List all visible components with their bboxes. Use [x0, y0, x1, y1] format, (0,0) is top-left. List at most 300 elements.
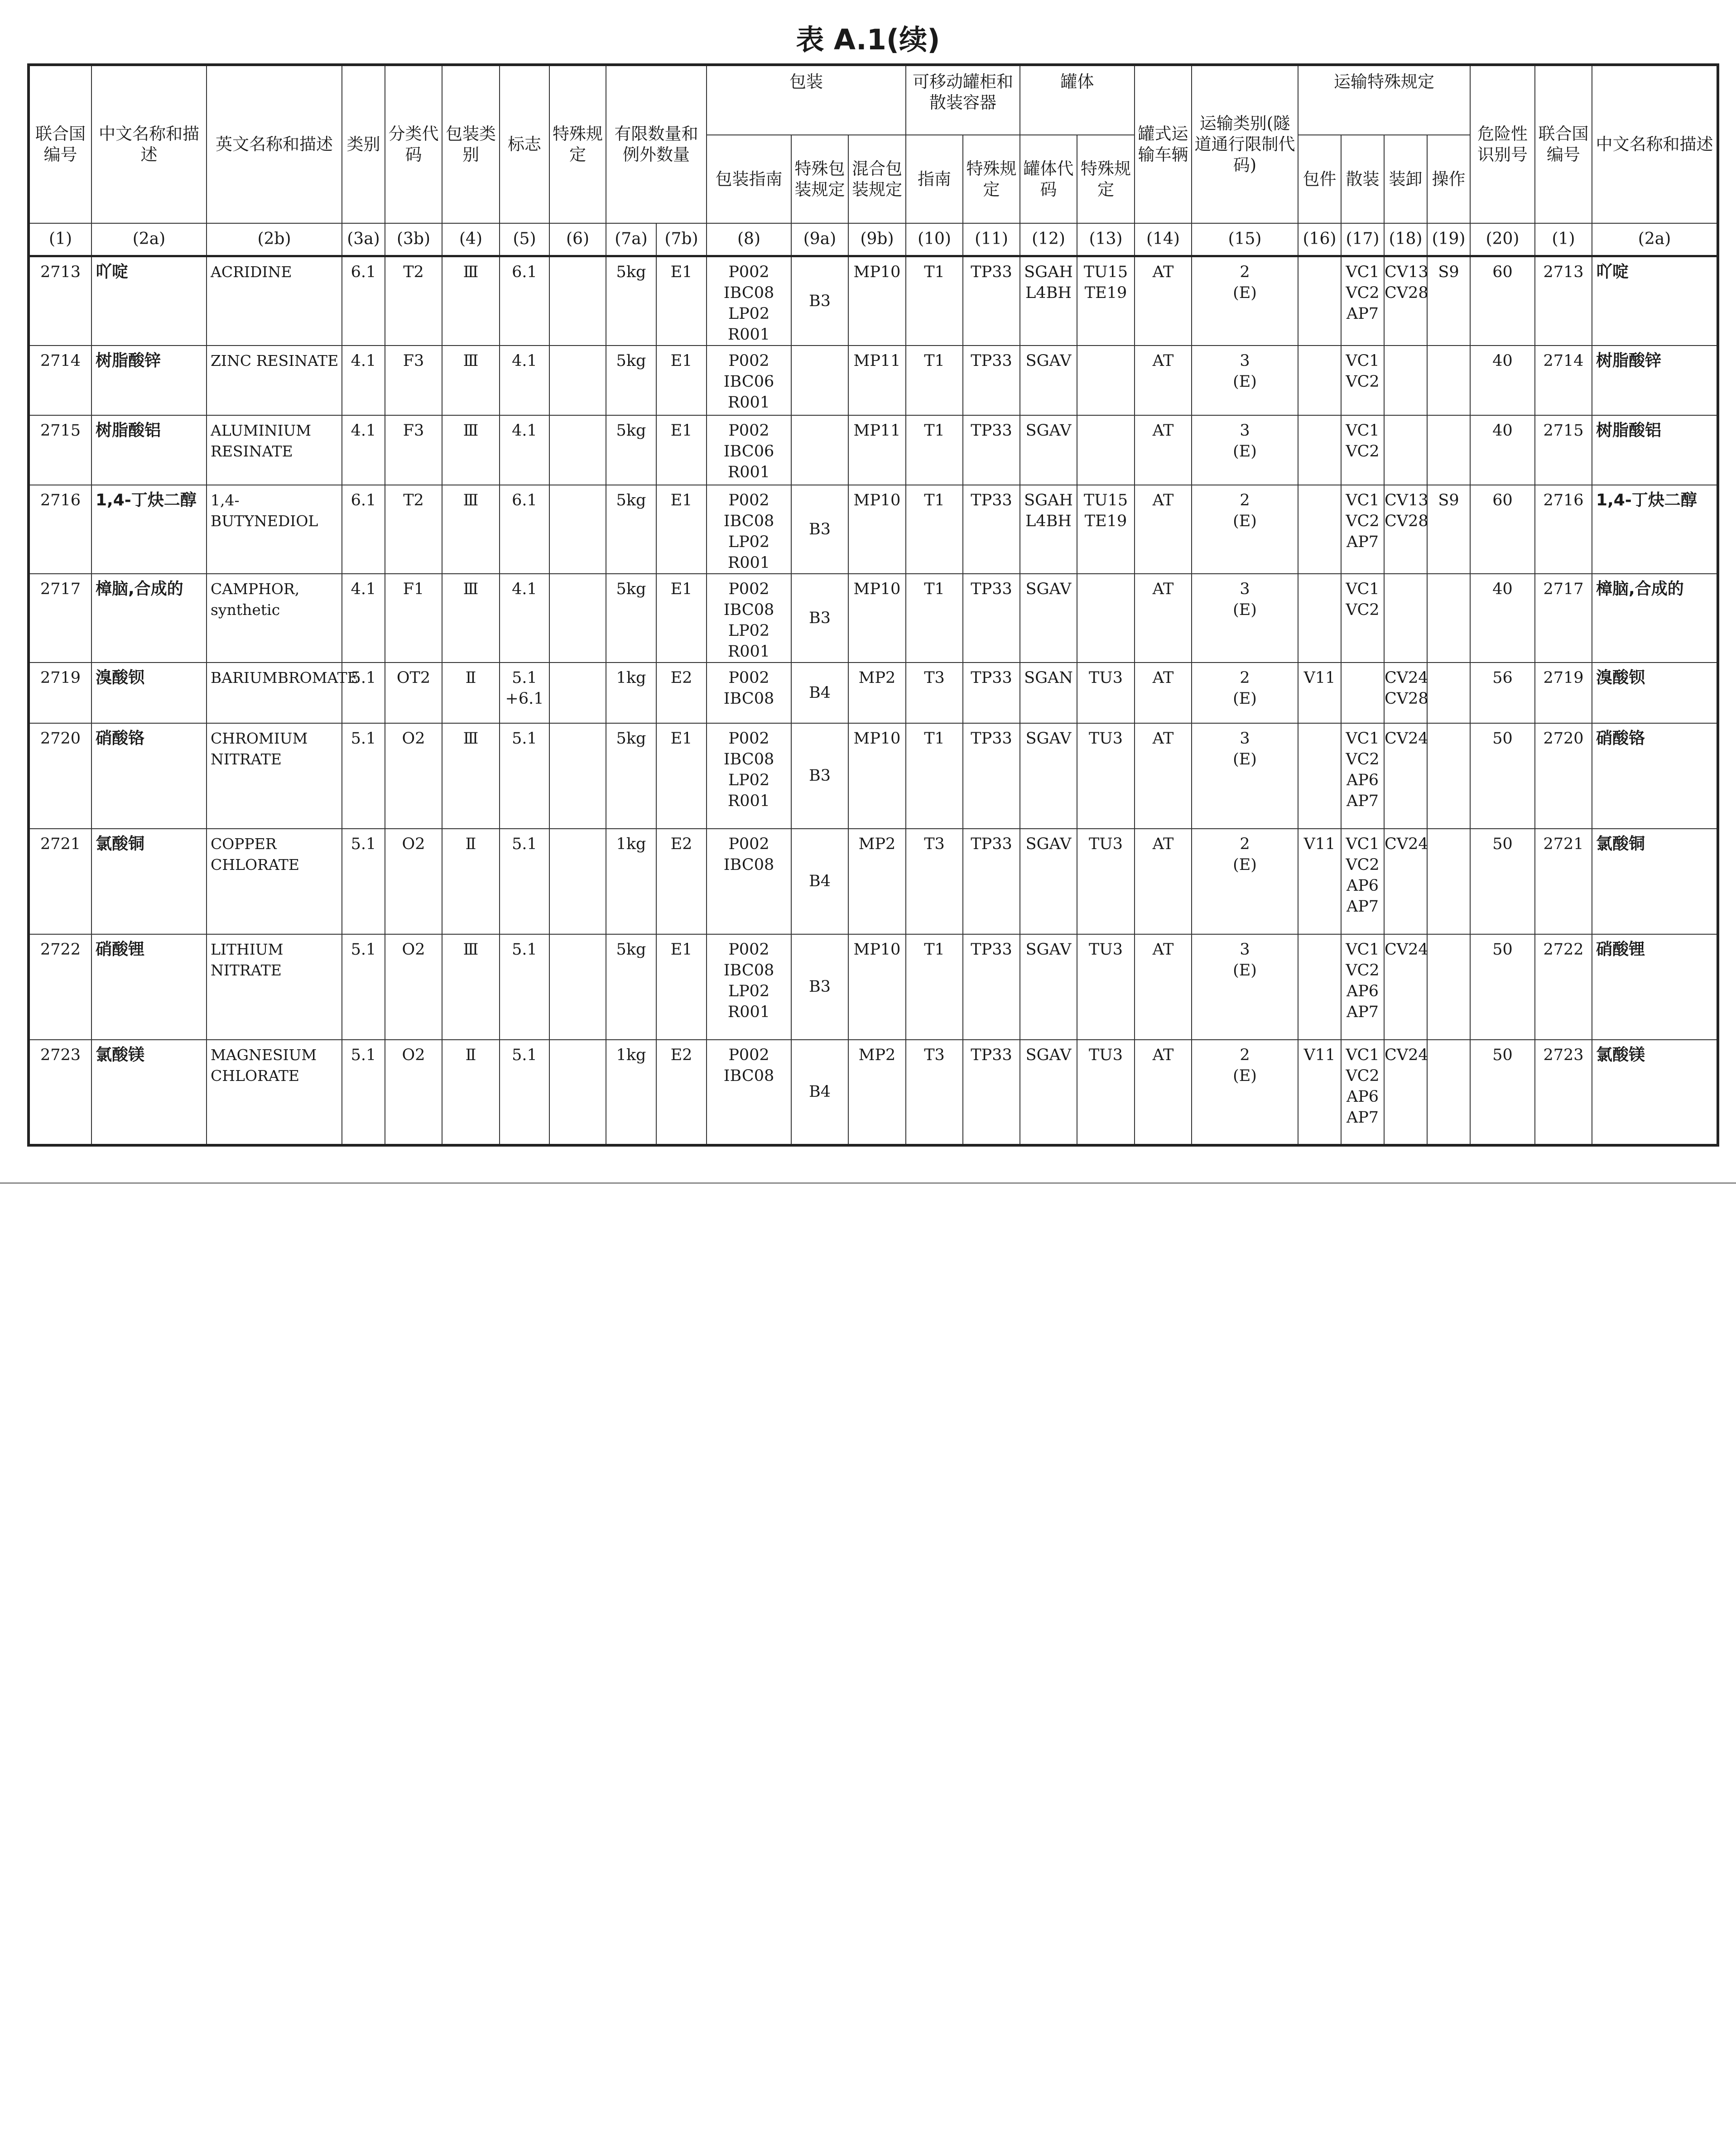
cell-transport-cat [1192, 934, 1298, 1040]
cell-line: 6.1 [512, 263, 537, 281]
column-number: (4) [442, 223, 500, 256]
cell-bulk [1341, 346, 1384, 415]
cell-label [500, 663, 549, 723]
cell-tank-vehicle: AT [1135, 829, 1192, 934]
cell-name-cn-2: 树脂酸锌 [1592, 346, 1718, 415]
cell-un-no-2: 2720 [1535, 723, 1592, 829]
cell-class: 5.1 [342, 934, 385, 1040]
cell-line: CHLORATE [211, 1066, 299, 1085]
cell-excepted-qty: E1 [656, 934, 707, 1040]
cell-tank-code [1020, 934, 1077, 1040]
cell-transport-cat [1192, 256, 1298, 346]
cell-pack-group: Ⅲ [442, 256, 500, 346]
cell-line: 2 [1240, 835, 1250, 853]
cell-line: TU3 [1088, 729, 1123, 748]
cell-bulk [1341, 1040, 1384, 1145]
cell-pt-special: TP33 [963, 1040, 1020, 1145]
cell-line: VC1 [1346, 491, 1380, 509]
header-lq-eq: 有限数量和例外数量 [606, 65, 707, 223]
cell-pack-instr [707, 346, 791, 415]
cell-line: IBC06 [723, 372, 774, 391]
header-tank-vehicle: 罐式运输车辆 [1135, 65, 1192, 223]
cell-line: TU15 [1083, 263, 1128, 281]
cell-tank-special [1077, 574, 1135, 663]
cell-line: 5.1 [512, 729, 537, 748]
cell-line: SGAV [1025, 580, 1072, 598]
cell-label [500, 934, 549, 1040]
cell-pt-instr: T3 [906, 663, 963, 723]
cell-tank-vehicle: AT [1135, 256, 1192, 346]
cell-line: R001 [727, 642, 770, 661]
header-special-pack: 特殊包装规定 [791, 135, 848, 223]
column-number: (9a) [791, 223, 848, 256]
cell-limited-qty: 1kg [606, 1040, 656, 1145]
cell-class-code: OT2 [385, 663, 442, 723]
cell-excepted-qty: E1 [656, 346, 707, 415]
cell-operation [1427, 934, 1470, 1040]
cell-line: COPPER [211, 835, 277, 853]
cell-line: 3 [1240, 421, 1250, 440]
cell-line: ALUMINIUM [211, 421, 312, 439]
cell-pt-instr: T1 [906, 415, 963, 485]
cell-line: L4BH [1025, 283, 1072, 302]
cell-mixed-pack: MP10 [848, 485, 906, 574]
cell-line: VC1 [1346, 940, 1380, 959]
cell-loading [1384, 723, 1427, 829]
cell-line: VC1 [1346, 351, 1380, 370]
cell-label [500, 723, 549, 829]
cell-line: P002 [728, 421, 769, 440]
cell-un-no: 2716 [29, 485, 91, 574]
cell-label [500, 485, 549, 574]
cell-name-en [207, 1040, 342, 1145]
cell-line: VC1 [1346, 729, 1380, 748]
cell-bulk [1341, 723, 1384, 829]
cell-pack-group: Ⅱ [442, 829, 500, 934]
cell-line: MAGNESIUM [211, 1046, 317, 1064]
column-number: (3b) [385, 223, 442, 256]
cell-pt-instr: T3 [906, 829, 963, 934]
column-number: (2b) [207, 223, 342, 256]
cell-line: LP02 [728, 304, 770, 323]
cell-line: VC2 [1346, 283, 1380, 302]
cell-operation [1427, 663, 1470, 723]
cell-un-no-2: 2717 [1535, 574, 1592, 663]
cell-line: 3 [1240, 351, 1250, 370]
column-number: (19) [1427, 223, 1470, 256]
cell-tank-special [1077, 934, 1135, 1040]
cell-line: VC1 [1346, 263, 1380, 281]
table-row [29, 256, 1718, 346]
cell-line: IBC08 [723, 600, 774, 619]
cell-un-no-2: 2713 [1535, 256, 1592, 346]
cell-line: CV24 [1385, 940, 1428, 959]
cell-special-pack: B4 [791, 1040, 848, 1145]
cell-class: 6.1 [342, 256, 385, 346]
cell-loading [1384, 663, 1427, 723]
cell-class-code: O2 [385, 723, 442, 829]
cell-bulk [1341, 256, 1384, 346]
cell-line: R001 [727, 553, 770, 572]
cell-hazard-id: 50 [1470, 829, 1535, 934]
cell-class: 5.1 [342, 829, 385, 934]
column-number: (8) [707, 223, 791, 256]
cell-pack-group: Ⅱ [442, 663, 500, 723]
column-number: (14) [1135, 223, 1192, 256]
cell-name-cn: 树脂酸铝 [91, 415, 207, 485]
cell-line: 3 [1240, 940, 1250, 959]
cell-line: SGAV [1025, 1046, 1072, 1064]
cell-line: IBC08 [723, 961, 774, 980]
cell-excepted-qty: E1 [656, 256, 707, 346]
cell-limited-qty: 5kg [606, 346, 656, 415]
cell-class: 6.1 [342, 485, 385, 574]
cell-pt-special: TP33 [963, 663, 1020, 723]
cell-line: R001 [727, 792, 770, 810]
cell-transport-cat [1192, 346, 1298, 415]
cell-name-en [207, 256, 342, 346]
cell-pt-special: TP33 [963, 829, 1020, 934]
cell-special-pack [791, 415, 848, 485]
cell-special-pack: B4 [791, 829, 848, 934]
cell-pack-group: Ⅱ [442, 1040, 500, 1145]
cell-tank-vehicle: AT [1135, 485, 1192, 574]
cell-special-pack: B3 [791, 574, 848, 663]
cell-mixed-pack: MP2 [848, 663, 906, 723]
cell-operation [1427, 574, 1470, 663]
cell-tank-code [1020, 415, 1077, 485]
cell-line: 4.1 [512, 351, 537, 370]
cell-special-prov [549, 574, 606, 663]
cell-line: 5.1 [512, 1046, 537, 1064]
cell-line: P002 [728, 729, 769, 748]
table-row [29, 1040, 1718, 1145]
cell-tank-code [1020, 346, 1077, 415]
cell-line: VC1 [1346, 1046, 1380, 1064]
cell-un-no-2: 2722 [1535, 934, 1592, 1040]
cell-line: 2 [1240, 263, 1250, 281]
cell-pt-special: TP33 [963, 485, 1020, 574]
cell-un-no-2: 2716 [1535, 485, 1592, 574]
cell-line: IBC08 [723, 855, 774, 874]
cell-line: LP02 [728, 771, 770, 789]
column-number: (9b) [848, 223, 906, 256]
cell-tank-code [1020, 723, 1077, 829]
cell-bulk [1341, 415, 1384, 485]
cell-tank-special [1077, 1040, 1135, 1145]
cell-pack-instr [707, 723, 791, 829]
cell-name-en [207, 415, 342, 485]
cell-line: CV13 [1385, 263, 1428, 281]
cell-line: TE19 [1084, 512, 1127, 530]
cell-transport-cat [1192, 1040, 1298, 1145]
cell-name-cn: 溴酸钡 [91, 663, 207, 723]
cell-label [500, 256, 549, 346]
cell-class-code: F1 [385, 574, 442, 663]
cell-name-cn: 1,4-丁炔二醇 [91, 485, 207, 574]
cell-line: ACRIDINE [211, 263, 292, 281]
cell-line: LP02 [728, 533, 770, 551]
cell-special-pack: B3 [791, 723, 848, 829]
cell-line: 6.1 [512, 491, 537, 509]
cell-line: (E) [1233, 855, 1257, 874]
cell-mixed-pack: MP2 [848, 829, 906, 934]
cell-tank-special [1077, 256, 1135, 346]
header-special-transport: 运输特殊规定 [1298, 65, 1470, 135]
cell-special-prov [549, 934, 606, 1040]
column-number-row [29, 223, 1718, 256]
cell-line: SGAV [1025, 351, 1072, 370]
cell-limited-qty: 5kg [606, 574, 656, 663]
cell-excepted-qty: E1 [656, 574, 707, 663]
cell-line: CV28 [1385, 283, 1428, 302]
cell-bulk [1341, 485, 1384, 574]
cell-hazard-id: 40 [1470, 574, 1535, 663]
cell-line: (E) [1233, 442, 1257, 461]
cell-special-prov [549, 485, 606, 574]
cell-excepted-qty: E2 [656, 829, 707, 934]
header-name-cn-2: 中文名称和描述 [1592, 65, 1718, 223]
cell-line: 5.1 [512, 668, 537, 687]
header-tank: 罐体 [1020, 65, 1135, 135]
cell-line: LP02 [728, 982, 770, 1000]
cell-pt-instr: T3 [906, 1040, 963, 1145]
cell-hazard-id: 56 [1470, 663, 1535, 723]
cell-name-cn: 硝酸锂 [91, 934, 207, 1040]
cell-line: AP7 [1346, 1003, 1379, 1021]
header-pt-instr: 指南 [906, 135, 963, 223]
column-number: (7a) [606, 223, 656, 256]
cell-label [500, 829, 549, 934]
cell-line: P002 [728, 940, 769, 959]
cell-transport-cat [1192, 663, 1298, 723]
cell-line: AP6 [1346, 1087, 1379, 1106]
cell-packages [1298, 256, 1341, 346]
cell-mixed-pack: MP10 [848, 723, 906, 829]
cell-pack-group: Ⅲ [442, 346, 500, 415]
cell-name-cn-2: 吖啶 [1592, 256, 1718, 346]
cell-special-prov [549, 1040, 606, 1145]
header-name-cn: 中文名称和描述 [91, 65, 207, 223]
cell-bulk [1341, 574, 1384, 663]
cell-line: VC1 [1346, 835, 1380, 853]
column-number: (17) [1341, 223, 1384, 256]
cell-name-en [207, 663, 358, 723]
column-number: (1) [29, 223, 91, 256]
cell-name-en [207, 829, 342, 934]
cell-pt-instr: T1 [906, 346, 963, 415]
cell-name-cn-2: 溴酸钡 [1592, 663, 1718, 723]
cell-loading [1384, 1040, 1427, 1145]
table-row [29, 485, 1718, 574]
cell-packages: V11 [1298, 663, 1341, 723]
cell-line: CV13 [1385, 491, 1428, 509]
cell-line: 2 [1240, 1046, 1250, 1064]
header-loading: 装卸 [1384, 135, 1427, 223]
table-body [29, 256, 1718, 1145]
cell-line: VC1 [1346, 421, 1380, 440]
cell-class: 5.1 [342, 663, 385, 723]
cell-special-pack: B3 [791, 485, 848, 574]
cell-line: P002 [728, 580, 769, 598]
cell-pt-special: TP33 [963, 256, 1020, 346]
cell-bulk [1341, 829, 1384, 934]
cell-mixed-pack: MP2 [848, 1040, 906, 1145]
cell-un-no-2: 2719 [1535, 663, 1592, 723]
column-number: (6) [549, 223, 606, 256]
cell-line: P002 [728, 491, 769, 509]
cell-pt-special: TP33 [963, 415, 1020, 485]
cell-operation: S9 [1427, 256, 1470, 346]
cell-hazard-id: 40 [1470, 415, 1535, 485]
cell-class-code: F3 [385, 415, 442, 485]
cell-loading [1384, 934, 1427, 1040]
cell-line: AP6 [1346, 771, 1379, 789]
cell-un-no: 2717 [29, 574, 91, 663]
cell-pt-instr: T1 [906, 256, 963, 346]
header-hazard-id: 危险性识别号 [1470, 65, 1535, 223]
column-number: (10) [906, 223, 963, 256]
cell-pt-special: TP33 [963, 723, 1020, 829]
cell-operation [1427, 723, 1470, 829]
cell-excepted-qty: E1 [656, 415, 707, 485]
cell-limited-qty: 5kg [606, 415, 656, 485]
cell-un-no-2: 2723 [1535, 1040, 1592, 1145]
cell-special-prov [549, 346, 606, 415]
cell-hazard-id: 50 [1470, 1040, 1535, 1145]
cell-mixed-pack: MP10 [848, 256, 906, 346]
cell-line: SGAN [1024, 668, 1073, 687]
column-number: (3a) [342, 223, 385, 256]
column-number: (7b) [656, 223, 707, 256]
cell-special-prov [549, 723, 606, 829]
cell-line: VC2 [1346, 961, 1380, 980]
cell-line: CV24 [1385, 729, 1428, 748]
cell-tank-vehicle: AT [1135, 415, 1192, 485]
cell-line: 3 [1240, 729, 1250, 748]
cell-un-no: 2715 [29, 415, 91, 485]
header-label: 标志 [500, 65, 549, 223]
cell-limited-qty: 5kg [606, 723, 656, 829]
column-number: (12) [1020, 223, 1077, 256]
table-title: 表 A.1(续) [796, 23, 940, 56]
cell-un-no: 2719 [29, 663, 91, 723]
cell-pt-instr: T1 [906, 723, 963, 829]
cell-name-cn: 氯酸镁 [91, 1040, 207, 1145]
dangerous-goods-table [27, 63, 1719, 1147]
cell-excepted-qty: E1 [656, 723, 707, 829]
cell-line: (E) [1233, 372, 1257, 391]
cell-limited-qty: 1kg [606, 663, 656, 723]
cell-line: SGAV [1025, 421, 1072, 440]
cell-line: TE19 [1084, 283, 1127, 302]
cell-bulk [1341, 663, 1384, 723]
cell-pt-special: TP33 [963, 934, 1020, 1040]
cell-limited-qty: 5kg [606, 934, 656, 1040]
cell-special-prov [549, 829, 606, 934]
cell-line: IBC08 [723, 689, 774, 708]
cell-loading [1384, 256, 1427, 346]
cell-class-code: T2 [385, 485, 442, 574]
cell-pack-instr [707, 934, 791, 1040]
cell-mixed-pack: MP10 [848, 574, 906, 663]
cell-class: 5.1 [342, 723, 385, 829]
cell-line: BUTYNEDIOL [211, 512, 318, 530]
cell-line: P002 [728, 263, 769, 281]
cell-line: SGAV [1025, 835, 1072, 853]
cell-transport-cat [1192, 415, 1298, 485]
cell-pack-group: Ⅲ [442, 723, 500, 829]
cell-special-pack [791, 346, 848, 415]
cell-line: (E) [1233, 750, 1257, 768]
cell-class: 5.1 [342, 1040, 385, 1145]
cell-name-cn: 树脂酸锌 [91, 346, 207, 415]
cell-special-pack: B3 [791, 934, 848, 1040]
cell-line: IBC08 [723, 750, 774, 768]
cell-class: 4.1 [342, 415, 385, 485]
cell-limited-qty: 1kg [606, 829, 656, 934]
table-row [29, 934, 1718, 1040]
cell-line: SGAH [1024, 263, 1073, 281]
cell-pt-instr: T1 [906, 485, 963, 574]
cell-line: CV24 [1385, 1046, 1428, 1064]
cell-line: 5.1 [512, 835, 537, 853]
cell-un-no: 2714 [29, 346, 91, 415]
header-mixed-pack: 混合包装规定 [848, 135, 906, 223]
cell-line: SGAV [1025, 940, 1072, 959]
cell-class-code: T2 [385, 256, 442, 346]
cell-line: R001 [727, 325, 770, 344]
cell-limited-qty: 5kg [606, 256, 656, 346]
cell-tank-special [1077, 485, 1135, 574]
cell-transport-cat [1192, 829, 1298, 934]
cell-line: R001 [727, 463, 770, 481]
cell-line: AP7 [1346, 304, 1379, 323]
cell-excepted-qty: E2 [656, 663, 707, 723]
header-un-no-2: 联合国编号 [1535, 65, 1592, 223]
cell-un-no: 2720 [29, 723, 91, 829]
cell-label [500, 574, 549, 663]
cell-tank-special [1077, 723, 1135, 829]
cell-un-no: 2723 [29, 1040, 91, 1145]
cell-line: 3 [1240, 580, 1250, 598]
cell-name-cn: 吖啶 [91, 256, 207, 346]
cell-line: VC2 [1346, 855, 1380, 874]
cell-line: (E) [1233, 961, 1257, 980]
cell-mixed-pack: MP11 [848, 415, 906, 485]
table-row [29, 723, 1718, 829]
cell-hazard-id: 50 [1470, 723, 1535, 829]
cell-tank-code [1020, 663, 1077, 723]
cell-name-en [207, 934, 342, 1040]
header-pack-instr: 包装指南 [707, 135, 791, 223]
cell-hazard-id: 40 [1470, 346, 1535, 415]
cell-line: VC2 [1346, 1066, 1380, 1085]
cell-line: (E) [1233, 512, 1257, 530]
cell-pt-special: TP33 [963, 574, 1020, 663]
cell-line: 2 [1240, 491, 1250, 509]
header-class: 类别 [342, 65, 385, 223]
cell-line: IBC08 [723, 1066, 774, 1085]
cell-line: AP6 [1346, 982, 1379, 1000]
cell-line: (E) [1233, 1066, 1257, 1085]
cell-pack-group: Ⅲ [442, 574, 500, 663]
column-number: (5) [500, 223, 549, 256]
cell-packages: V11 [1298, 829, 1341, 934]
cell-line: 5.1 [512, 940, 537, 959]
cell-special-pack: B3 [791, 256, 848, 346]
column-number: (11) [963, 223, 1020, 256]
